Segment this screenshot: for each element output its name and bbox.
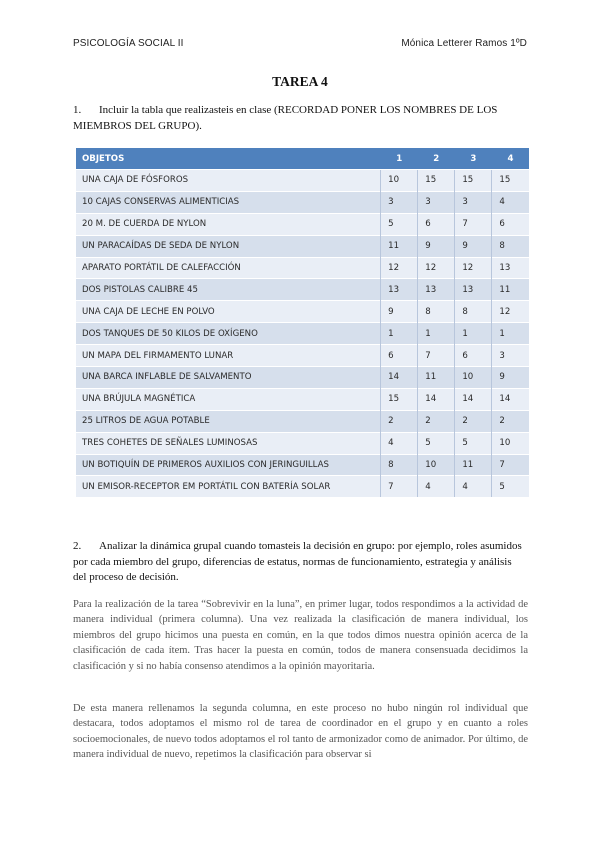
- ranking-cell-1: 7: [381, 476, 418, 497]
- ranking-cell-2: 12: [418, 257, 455, 279]
- table-row: [76, 257, 529, 279]
- ranking-cell-4: 3: [492, 345, 529, 367]
- ranking-cell-4: 15: [492, 170, 529, 192]
- ranking-cell-3: 5: [455, 432, 492, 454]
- ranking-cell-4: 8: [492, 235, 529, 257]
- ranking-cell-3: 3: [455, 191, 492, 213]
- ranking-cell-2: 7: [418, 345, 455, 367]
- ranking-cell-1: 8: [381, 454, 418, 476]
- ranking-cell-4: 1: [492, 323, 529, 345]
- object-name-cell: TRES COHETES DE SEÑALES LUMINOSAS: [76, 432, 381, 454]
- page-title: TAREA 4: [272, 74, 328, 89]
- ranking-cell-2: 9: [418, 235, 455, 257]
- question-1-number: 1.: [73, 104, 82, 116]
- object-name-cell: DOS PISTOLAS CALIBRE 45: [76, 279, 381, 301]
- question-1: [73, 103, 525, 134]
- ranking-cell-4: 7: [492, 454, 529, 476]
- object-name-cell: UN PARACAÍDAS DE SEDA DE NYLON: [76, 235, 381, 257]
- ranking-cell-2: 10: [418, 454, 455, 476]
- ranking-cell-2: 4: [418, 476, 455, 497]
- ranking-cell-1: 12: [381, 257, 418, 279]
- ranking-cell-1: 6: [381, 345, 418, 367]
- ranking-cell-3: 14: [455, 388, 492, 410]
- ranking-cell-1: 13: [381, 279, 418, 301]
- ranking-cell-1: 14: [381, 367, 418, 389]
- ranking-cell-2: 15: [418, 170, 455, 192]
- ranking-cell-1: 9: [381, 301, 418, 323]
- ranking-cell-1: 15: [381, 388, 418, 410]
- column-header-3: 3: [455, 148, 492, 170]
- header-author: Mónica Letterer Ramos 1ºD: [401, 38, 527, 49]
- table-row: [76, 454, 529, 476]
- object-name-cell: UN EMISOR-RECEPTOR EM PORTÁTIL CON BATERÍA SOLAR: [76, 476, 381, 497]
- table-row: [76, 323, 529, 345]
- ranking-cell-4: 14: [492, 388, 529, 410]
- table-row: [76, 170, 529, 192]
- ranking-cell-1: 10: [381, 170, 418, 192]
- ranking-cell-4: 5: [492, 476, 529, 497]
- ranking-cell-3: 8: [455, 301, 492, 323]
- table-row: [76, 388, 529, 410]
- question-2-text: Analizar la dinámica grupal cuando tomasteis la decisión en grupo: por ejemplo, roles asumidos por cada miembro del grupo, diferencias de estatus, normas de funcionamiento, estrategia y análisis del proceso de decisión.: [73, 540, 522, 583]
- question-1-text: Incluir la tabla que realizasteis en clase (RECORDAD PONER LOS NOMBRES DE LOS MIEMBROS DEL GRUPO).: [73, 104, 498, 132]
- ranking-cell-3: 4: [455, 476, 492, 497]
- objects-ranking-table: [76, 148, 529, 497]
- object-name-cell: UNA CAJA DE FÓSFOROS: [76, 170, 381, 192]
- object-name-cell: UNA CAJA DE LECHE EN POLVO: [76, 301, 381, 323]
- ranking-cell-3: 11: [455, 454, 492, 476]
- object-name-cell: UNA BARCA INFLABLE DE SALVAMENTO: [76, 367, 381, 389]
- object-name-cell: 25 LITROS DE AGUA POTABLE: [76, 410, 381, 432]
- ranking-cell-3: 15: [455, 170, 492, 192]
- column-header-objects: OBJETOS: [76, 148, 381, 170]
- table-row: [76, 367, 529, 389]
- table-row: [76, 476, 529, 497]
- object-name-cell: UN BOTIQUÍN DE PRIMEROS AUXILIOS CON JERINGUILLAS: [76, 454, 381, 476]
- ranking-cell-4: 9: [492, 367, 529, 389]
- ranking-cell-3: 9: [455, 235, 492, 257]
- ranking-cell-4: 2: [492, 410, 529, 432]
- question-2-number: 2.: [73, 540, 82, 552]
- ranking-cell-4: 4: [492, 191, 529, 213]
- ranking-cell-2: 6: [418, 213, 455, 235]
- table-row: [76, 345, 529, 367]
- ranking-cell-4: 10: [492, 432, 529, 454]
- ranking-cell-2: 8: [418, 301, 455, 323]
- ranking-cell-2: 11: [418, 367, 455, 389]
- ranking-cell-4: 12: [492, 301, 529, 323]
- ranking-cell-2: 1: [418, 323, 455, 345]
- ranking-cell-1: 3: [381, 191, 418, 213]
- table-header-row: [76, 148, 529, 170]
- ranking-cell-4: 6: [492, 213, 529, 235]
- ranking-cell-3: 7: [455, 213, 492, 235]
- table-row: [76, 432, 529, 454]
- table-row: [76, 410, 529, 432]
- column-header-4: 4: [492, 148, 529, 170]
- ranking-cell-3: 10: [455, 367, 492, 389]
- ranking-cell-2: 3: [418, 191, 455, 213]
- ranking-cell-1: 4: [381, 432, 418, 454]
- answer-paragraph: Para la realización de la tarea “Sobrevivir en la luna”, en primer lugar, todos respondimos a la actividad de manera individual (primera columna). Una vez realizada la clasificación de manera individual, los miembros del grupo hicimos una puesta en común, en la que todos dimos nuestra opinión acerca de la clasificación de cada ítem. Tras hacer la puesta en común, todos de manera consensuada decidimos la clasificación y si no había consenso atendimos a la opinión mayoritaria.: [73, 599, 528, 672]
- column-header-2: 2: [418, 148, 455, 170]
- ranking-cell-1: 2: [381, 410, 418, 432]
- ranking-cell-2: 13: [418, 279, 455, 301]
- table-row: [76, 301, 529, 323]
- ranking-cell-1: 1: [381, 323, 418, 345]
- question-2: [73, 539, 525, 586]
- ranking-cell-3: 1: [455, 323, 492, 345]
- object-name-cell: DOS TANQUES DE 50 KILOS DE OXÍGENO: [76, 323, 381, 345]
- ranking-cell-2: 2: [418, 410, 455, 432]
- table-row: [76, 191, 529, 213]
- ranking-cell-1: 5: [381, 213, 418, 235]
- object-name-cell: UNA BRÚJULA MAGNÉTICA: [76, 388, 381, 410]
- table-row: [76, 213, 529, 235]
- ranking-cell-2: 5: [418, 432, 455, 454]
- table-row: [76, 279, 529, 301]
- object-name-cell: APARATO PORTÁTIL DE CALEFACCIÓN: [76, 257, 381, 279]
- ranking-cell-1: 11: [381, 235, 418, 257]
- ranking-cell-4: 11: [492, 279, 529, 301]
- table-row: [76, 235, 529, 257]
- ranking-cell-2: 14: [418, 388, 455, 410]
- object-name-cell: 10 CAJAS CONSERVAS ALIMENTICIAS: [76, 191, 381, 213]
- ranking-cell-4: 13: [492, 257, 529, 279]
- header-subject: PSICOLOGÍA SOCIAL II: [73, 38, 184, 49]
- ranking-cell-3: 2: [455, 410, 492, 432]
- answer-paragraph: De esta manera rellenamos la segunda columna, en este proceso no hubo ningún rol individual que destacara, todos adoptamos el mismo rol de tarea de coordinador en el grupo y en cuanto a roles socioemocionales, de nuevo todos adoptamos el rol tanto de armonizador como de animador. Por último, de manera individual de nuevo, repetimos la clasificación para observar si: [73, 703, 528, 761]
- column-header-1: 1: [381, 148, 418, 170]
- object-name-cell: 20 M. DE CUERDA DE NYLON: [76, 213, 381, 235]
- ranking-cell-3: 6: [455, 345, 492, 367]
- ranking-cell-3: 13: [455, 279, 492, 301]
- object-name-cell: UN MAPA DEL FIRMAMENTO LUNAR: [76, 345, 381, 367]
- ranking-cell-3: 12: [455, 257, 492, 279]
